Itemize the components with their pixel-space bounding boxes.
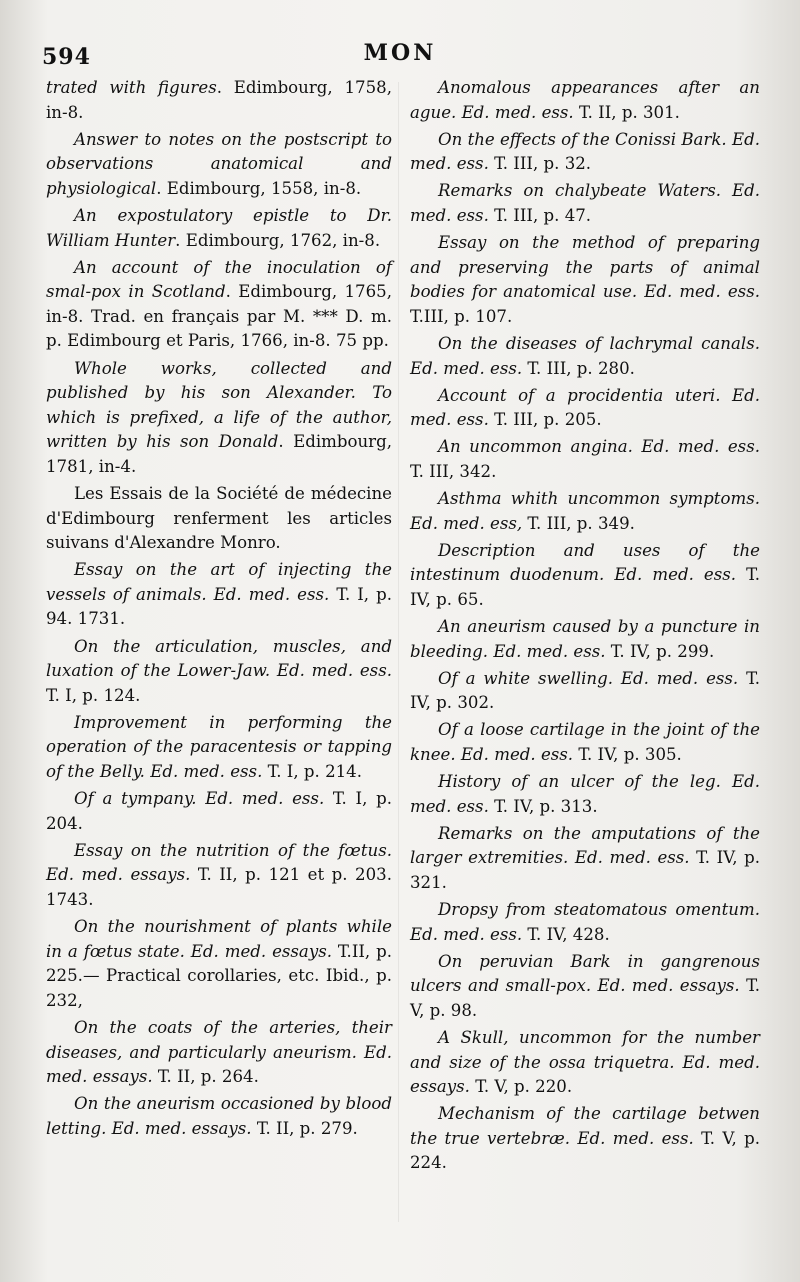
- bibliography-entry: Anomalous appearances after an ague. Ed. med. ess. T. II, p. 301.: [410, 78, 760, 122]
- bibliography-entry: Account of a procidentia uteri. Ed. med. ess. T. III, p. 205.: [410, 385, 760, 430]
- left-column: [46, 76, 392, 1144]
- bibliography-entry: Of a tympany. Ed. med. ess. T. I, p. 204.: [46, 789, 392, 833]
- section-note: Les Essais de la Société de médecine d'Edimbourg renferment les articles suivans d'Alexandre Monro.: [46, 484, 392, 553]
- page-number: 594: [42, 44, 91, 70]
- bibliography-entry: An aneurism caused by a puncture in bleeding. Ed. med. ess. T. IV, p. 299.: [410, 616, 760, 661]
- bibliography-entry: Whole works, collected and published by his son Alexander. To which is prefixed, a life of the author, written by his son Donald. Edimbourg, 1781, in-4.: [46, 358, 392, 476]
- bibliography-entry: On the coats of the arteries, their diseases, and particularly aneurism. Ed. med. essays. T. II, p. 264.: [46, 1017, 392, 1087]
- bibliography-entry: On the effects of the Conissi Bark. Ed. med. ess. T. III, p. 32.: [410, 129, 760, 174]
- bibliography-entry: Of a white swelling. Ed. med. ess. T. IV, p. 302.: [410, 668, 760, 713]
- bibliography-entry: On the aneurism occasioned by blood letting. Ed. med. essays. T. II, p. 279.: [46, 1094, 392, 1138]
- bibliography-entry: On peruvian Bark in gangrenous ulcers and small-pox. Ed. med. essays. T. V, p. 98.: [410, 951, 760, 1020]
- bibliography-entry: Remarks on the amputations of the larger extremities. Ed. med. ess. T. IV, p. 321.: [410, 823, 760, 892]
- bibliography-entry: On the articulation, muscles, and luxation of the Lower-Jaw. Ed. med. ess. T. I, p. 124.: [46, 636, 392, 705]
- running-head: MON: [363, 40, 437, 66]
- bibliography-entry: A Skull, uncommon for the number and size of the ossa triquetra. Ed. med. essays. T. V, p. 220.: [410, 1027, 760, 1097]
- bibliography-entry: Of a loose cartilage in the joint of the knee. Ed. med. ess. T. IV, p. 305.: [410, 720, 760, 764]
- bibliography-entry: Essay on the art of injecting the vessels of animals. Ed. med. ess. T. I, p. 94. 1731.: [46, 560, 392, 629]
- bibliography-entry: Improvement in performing the operation of the paracentesis or tapping of the Belly. Ed. med. ess. T. I, p. 214.: [46, 712, 392, 782]
- bibliography-entry: An uncommon angina. Ed. med. ess. T. III, 342.: [410, 437, 760, 481]
- bibliography-entry: trated with figures. Edimbourg, 1758, in-8.: [46, 78, 392, 122]
- bibliography-entry: Essay on the nutrition of the fœtus. Ed. med. essays. T. II, p. 121 et p. 203. 1743.: [46, 840, 392, 909]
- bibliography-entry: On the diseases of lachrymal canals. Ed. med. ess. T. III, p. 280.: [410, 333, 760, 378]
- column-divider: [398, 82, 399, 1222]
- bibliography-entry: An account of the inoculation of smal-pox in Scotland. Edimbourg, 1765, in-8. Trad. en français par M. *** D. m. p. Edimbourg et Paris, 1766, in-8. 75 pp.: [46, 257, 392, 351]
- right-column: [410, 76, 760, 1179]
- bibliography-entry: Asthma whith uncommon symptoms. Ed. med. ess, T. III, p. 349.: [410, 489, 760, 533]
- bibliography-entry: Description and uses of the intestinum duodenum. Ed. med. ess. T. IV, p. 65.: [410, 540, 760, 609]
- bibliography-entry: Dropsy from steatomatous omentum. Ed. med. ess. T. IV, 428.: [410, 900, 760, 944]
- bibliography-entry: Answer to notes on the postscript to observations anatomical and physiological. Edimbourg, 1558, in-8.: [46, 129, 392, 198]
- bibliography-entry: Mechanism of the cartilage betwen the true vertebræ. Ed. med. ess. T. V, p. 224.: [410, 1104, 760, 1173]
- bibliography-entry: Remarks on chalybeate Waters. Ed. med. ess. T. III, p. 47.: [410, 181, 760, 225]
- bibliography-entry: History of an ulcer of the leg. Ed. med. ess. T. IV, p. 313.: [410, 772, 760, 816]
- bibliography-entry: Essay on the method of preparing and preserving the parts of animal bodies for anatomical use. Ed. med. ess. T.III, p. 107.: [410, 233, 760, 326]
- bibliography-entry: On the nourishment of plants while in a fœtus state. Ed. med. essays. T.II, p. 225.— Practical corollaries, etc. Ibid., p. 232,: [46, 917, 393, 1010]
- bibliography-entry: An expostulatory epistle to Dr. William Hunter. Edimbourg, 1762, in-8.: [46, 205, 392, 250]
